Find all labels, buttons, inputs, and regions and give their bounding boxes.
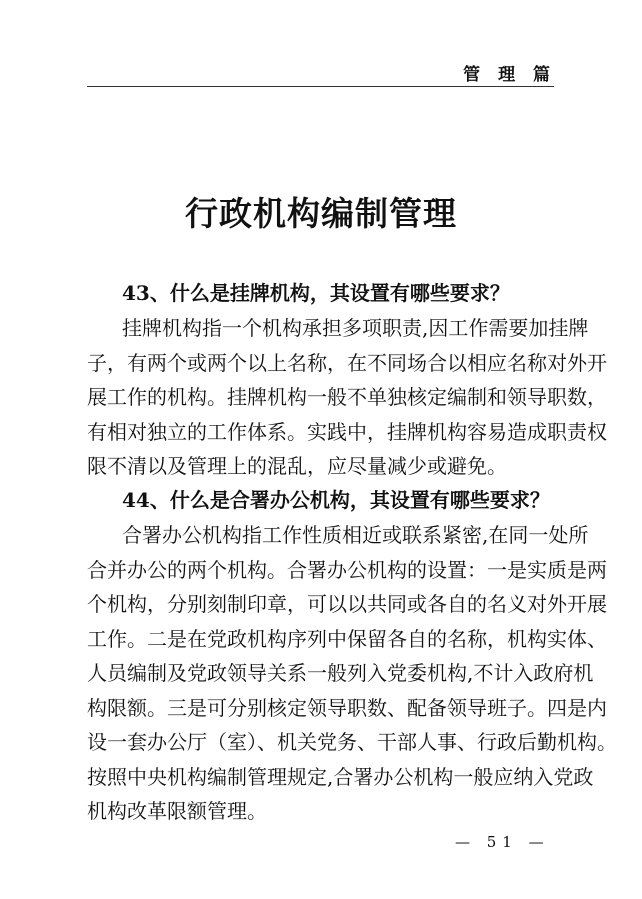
paragraph-line: 工作。二是在党政机构序列中保留各自的名称，机构实体、: [87, 627, 607, 651]
page-number: — 51 —: [455, 833, 550, 851]
paragraph-line: 按照中央机构编制管理规定,合署办公机构一般应纳入党政: [87, 765, 594, 789]
paragraph-line: 合署办公机构指工作性质相近或联系紧密,在同一处所: [122, 523, 589, 547]
running-header: 管 理 篇: [463, 65, 556, 85]
header-rule: [87, 86, 554, 87]
paragraph-line: 构限额。三是可分别核定领导职数、配备领导班子。四是内: [87, 696, 607, 720]
paragraph-line: 有相对独立的工作体系。实践中，挂牌机构容易造成职责权: [87, 420, 607, 444]
paragraph-line: 限不清以及管理上的混乱，应尽量减少或避免。: [87, 454, 507, 478]
paragraph-line: 人员编制及党政领导关系一般列入党委机构,不计入政府机: [87, 661, 594, 685]
paragraph-line: 展工作的机构。挂牌机构一般不单独核定编制和领导职数，: [87, 385, 607, 409]
paragraph-line: 挂牌机构指一个机构承担多项职责,因工作需要加挂牌: [122, 316, 589, 340]
question-44-heading: 44、什么是合署办公机构，其设置有哪些要求？: [122, 488, 550, 512]
paragraph-line: 设一套办公厅（室）、机关党务、干部人事、行政后勤机构。: [87, 730, 617, 754]
paragraph-line: 子，有两个或两个以上名称，在不同场合以相应名称对外开: [87, 351, 607, 375]
chapter-title: 行政机构编制管理: [185, 194, 457, 233]
paragraph-line: 合并办公的两个机构。合署办公机构的设置：一是实质是两: [87, 558, 607, 582]
paragraph-line: 机构改革限额管理。: [87, 799, 267, 823]
paragraph-line: 个机构，分别刻制印章，可以以共同或各自的名义对外开展: [87, 592, 607, 616]
question-43-heading: 43、什么是挂牌机构，其设置有哪些要求？: [122, 281, 510, 305]
